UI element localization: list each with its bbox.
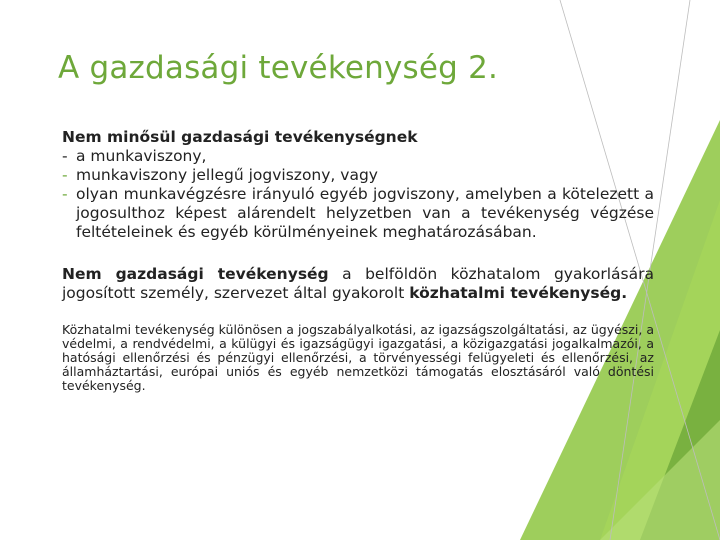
list-marker: - bbox=[62, 147, 68, 165]
list-item bbox=[62, 166, 654, 185]
list-item-text: munkaviszony jellegű jogviszony, vagy bbox=[76, 166, 378, 184]
slide-title: A gazdasági tevékenység 2. bbox=[58, 50, 499, 86]
list-item-text: olyan munkavégzésre irányuló egyéb jogviszony, amelyben a kötelezett a jogosulthoz képest alárendelt helyzetben van a tevékenység végzése feltételeinek és egyéb körülményeinek meghatározásában. bbox=[76, 185, 654, 241]
list-item-text: a munkaviszony, bbox=[76, 147, 207, 165]
intro-heading: Nem minősül gazdasági tevékenységnek bbox=[62, 128, 418, 146]
slide-body bbox=[62, 128, 654, 393]
list-marker: - bbox=[62, 185, 68, 203]
list-marker: - bbox=[62, 166, 68, 184]
definition-term-2: közhatalmi tevékenység. bbox=[409, 284, 628, 302]
definition-middle-text: a belföldön közhatalom gyakorlására jogosított személy, szervezet által gyakorolt bbox=[62, 265, 654, 302]
list-item bbox=[62, 185, 654, 242]
details-paragraph: Közhatalmi tevékenység különösen a jogszabályalkotási, az igazságszolgáltatási, az ügyészi, a védelmi, a rendvédelmi, a külügyi és igazságügyi igazgatási, a közigazgatási jogalkalmazói, a hatósági ellenőrzési és pénzügyi ellenőrzési, a törvényességi felügyeleti és ellenőrzési, az államháztartási, európai uniós és egyéb nemzetközi támogatás elosztásáról való döntési tevékenység. bbox=[62, 322, 654, 393]
list-item bbox=[62, 147, 654, 166]
definition-term: Nem gazdasági tevékenység bbox=[62, 265, 329, 283]
definition-paragraph bbox=[62, 265, 654, 303]
